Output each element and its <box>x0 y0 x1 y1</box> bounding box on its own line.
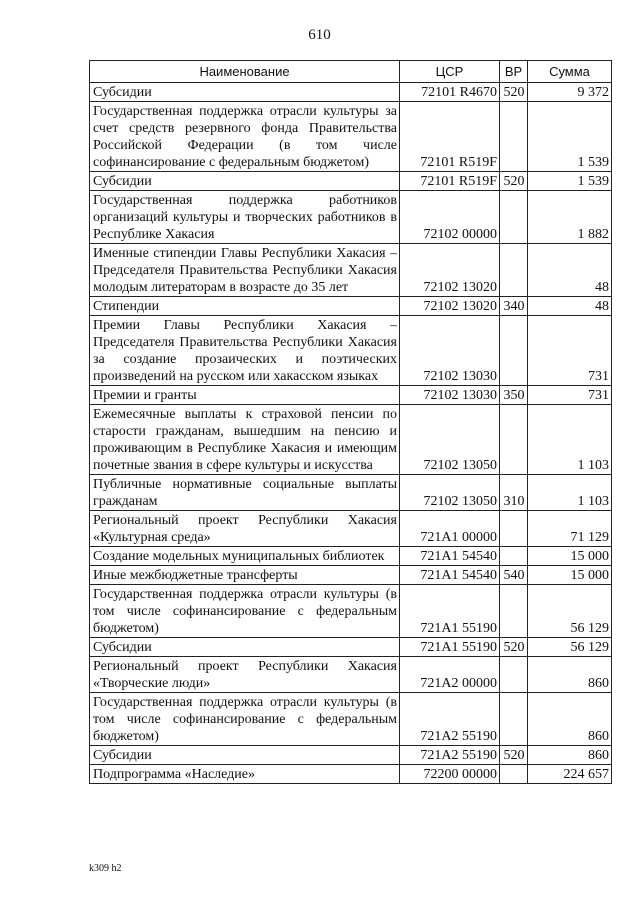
cell-name: Премии и гранты <box>90 386 400 405</box>
cell-name: Подпрограмма «Наследие» <box>90 765 400 784</box>
cell-name: Региональный проект Республики Хакасия «Культурная среда» <box>90 511 400 547</box>
table-row <box>90 693 612 746</box>
cell-csr: 72102 00000 <box>400 191 500 244</box>
cell-name: Государственная поддержка отрасли культуры (в том числе софинансирование с федеральным бюджетом) <box>90 693 400 746</box>
cell-vr <box>500 102 528 172</box>
table-row <box>90 191 612 244</box>
cell-vr <box>500 585 528 638</box>
cell-vr <box>500 511 528 547</box>
cell-csr: 72101 R519F <box>400 172 500 191</box>
cell-vr: 520 <box>500 172 528 191</box>
cell-vr: 540 <box>500 566 528 585</box>
table-row <box>90 102 612 172</box>
cell-csr: 721А2 00000 <box>400 657 500 693</box>
cell-sum: 860 <box>528 746 612 765</box>
cell-vr <box>500 405 528 475</box>
page-number: 610 <box>308 27 331 43</box>
cell-sum: 1 103 <box>528 475 612 511</box>
cell-csr: 72102 13020 <box>400 244 500 297</box>
cell-sum: 48 <box>528 297 612 316</box>
cell-csr: 72200 00000 <box>400 765 500 784</box>
table-body <box>90 83 612 784</box>
cell-vr <box>500 191 528 244</box>
cell-csr: 72101 R519F <box>400 102 500 172</box>
table-row <box>90 566 612 585</box>
cell-name: Субсидии <box>90 172 400 191</box>
cell-name: Публичные нормативные социальные выплаты гражданам <box>90 475 400 511</box>
cell-csr: 72101 R4670 <box>400 83 500 102</box>
cell-csr: 72102 13020 <box>400 297 500 316</box>
cell-csr: 72102 13050 <box>400 475 500 511</box>
table-row <box>90 297 612 316</box>
cell-sum: 71 129 <box>528 511 612 547</box>
cell-vr <box>500 765 528 784</box>
cell-vr <box>500 657 528 693</box>
cell-sum: 731 <box>528 386 612 405</box>
cell-vr <box>500 316 528 386</box>
header-vr: ВР <box>500 61 528 83</box>
header-sum: Сумма <box>528 61 612 83</box>
cell-sum: 1 539 <box>528 172 612 191</box>
cell-csr: 721А2 55190 <box>400 693 500 746</box>
cell-csr: 721А2 55190 <box>400 746 500 765</box>
cell-sum: 731 <box>528 316 612 386</box>
cell-name: Иные межбюджетные трансферты <box>90 566 400 585</box>
budget-table <box>89 60 612 784</box>
cell-name: Создание модельных муниципальных библиотек <box>90 547 400 566</box>
cell-csr: 721А1 55190 <box>400 585 500 638</box>
cell-csr: 721А1 54540 <box>400 566 500 585</box>
table-header-row <box>90 61 612 83</box>
cell-vr <box>500 244 528 297</box>
cell-csr: 721А1 55190 <box>400 638 500 657</box>
cell-csr: 72102 13030 <box>400 386 500 405</box>
cell-vr: 310 <box>500 475 528 511</box>
cell-name: Субсидии <box>90 638 400 657</box>
cell-name: Стипендии <box>90 297 400 316</box>
cell-csr: 721А1 00000 <box>400 511 500 547</box>
header-name: Наименование <box>90 61 400 83</box>
table-row <box>90 172 612 191</box>
header-csr: ЦСР <box>400 61 500 83</box>
table-row <box>90 405 612 475</box>
cell-sum: 15 000 <box>528 566 612 585</box>
table-row <box>90 316 612 386</box>
cell-sum: 1 539 <box>528 102 612 172</box>
cell-vr: 520 <box>500 746 528 765</box>
table-row <box>90 83 612 102</box>
cell-sum: 15 000 <box>528 547 612 566</box>
cell-csr: 72102 13050 <box>400 405 500 475</box>
table-row <box>90 511 612 547</box>
cell-vr <box>500 547 528 566</box>
cell-sum: 1 103 <box>528 405 612 475</box>
table-row <box>90 765 612 784</box>
cell-name: Премии Главы Республики Хакасия – Председателя Правительства Республики Хакасия за создание прозаических и поэтических произведений на русском или хакасском языках <box>90 316 400 386</box>
cell-vr: 520 <box>500 83 528 102</box>
cell-vr <box>500 693 528 746</box>
cell-name: Именные стипендии Главы Республики Хакасия – Председателя Правительства Республики Хакасия молодым литераторам в возрасте до 35 лет <box>90 244 400 297</box>
cell-vr: 350 <box>500 386 528 405</box>
cell-sum: 860 <box>528 657 612 693</box>
cell-sum: 56 129 <box>528 638 612 657</box>
cell-name: Субсидии <box>90 83 400 102</box>
cell-sum: 56 129 <box>528 585 612 638</box>
footer-code: k309 h2 <box>89 863 122 874</box>
table-row <box>90 475 612 511</box>
cell-vr: 520 <box>500 638 528 657</box>
cell-sum: 224 657 <box>528 765 612 784</box>
table-row <box>90 638 612 657</box>
cell-sum: 48 <box>528 244 612 297</box>
cell-vr: 340 <box>500 297 528 316</box>
cell-sum: 860 <box>528 693 612 746</box>
cell-sum: 9 372 <box>528 83 612 102</box>
cell-name: Государственная поддержка работников организаций культуры и творческих работников в Республике Хакасия <box>90 191 400 244</box>
table-row <box>90 585 612 638</box>
table-row <box>90 386 612 405</box>
cell-name: Субсидии <box>90 746 400 765</box>
table-row <box>90 746 612 765</box>
cell-csr: 72102 13030 <box>400 316 500 386</box>
cell-csr: 721А1 54540 <box>400 547 500 566</box>
cell-name: Государственная поддержка отрасли культуры за счет средств резервного фонда Правительства Российской Федерации (в том числе софинансирование с федеральным бюджетом) <box>90 102 400 172</box>
cell-name: Региональный проект Республики Хакасия «Творческие люди» <box>90 657 400 693</box>
cell-name: Ежемесячные выплаты к страховой пенсии по старости гражданам, вышедшим на пенсию и проживающим в Республике Хакасия и имеющим почетные звания в сфере культуры и искусства <box>90 405 400 475</box>
table-row <box>90 547 612 566</box>
cell-sum: 1 882 <box>528 191 612 244</box>
table-row <box>90 244 612 297</box>
table-row <box>90 657 612 693</box>
cell-name: Государственная поддержка отрасли культуры (в том числе софинансирование с федеральным бюджетом) <box>90 585 400 638</box>
